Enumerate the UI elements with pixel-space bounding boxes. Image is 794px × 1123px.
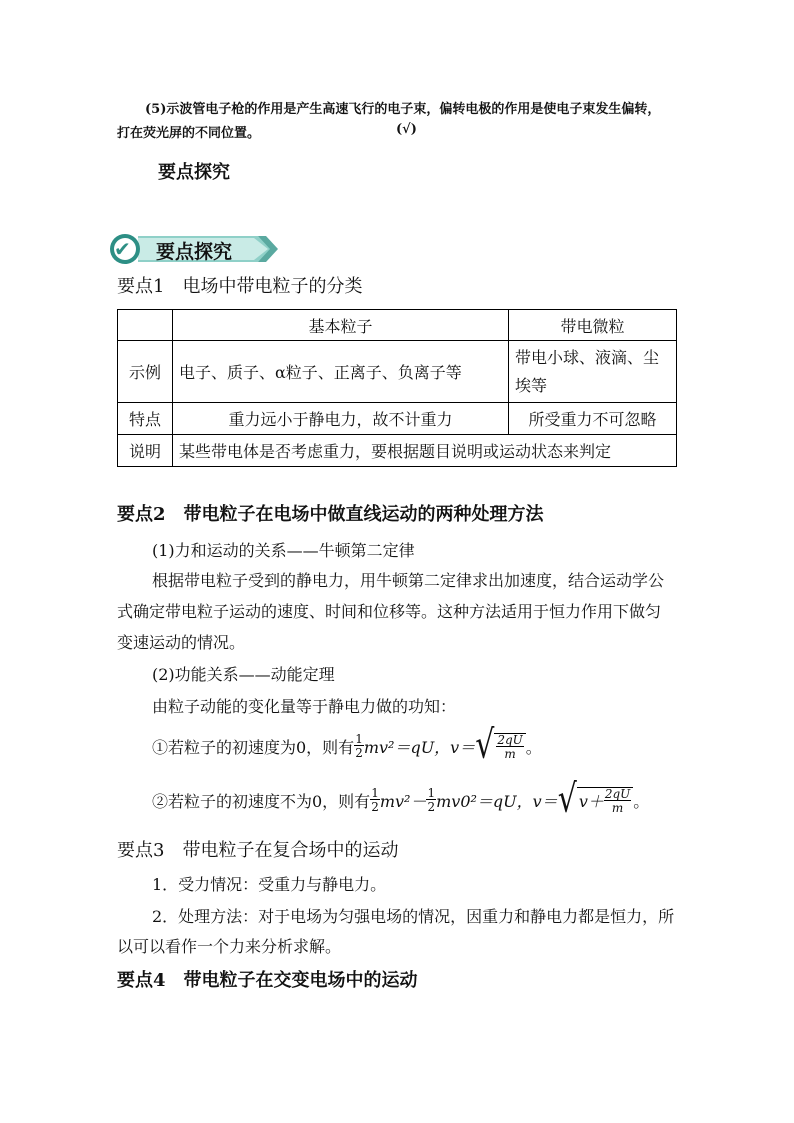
radical-icon: √ (557, 776, 577, 823)
formula-1-prefix: ①若粒子的初速度为0，则有 (152, 737, 355, 757)
p2-para1-line1: 根据带电粒子受到的静电力，用牛顿第二定律求出加速度，结合运动学公 (152, 571, 665, 590)
fraction-numerator: 2qU (497, 732, 523, 747)
table-cell: 示例 (118, 341, 173, 403)
intro-line-1: (5)示波管电子枪的作用是产生高速飞行的电子束，偏转电极的作用是使电子束发生偏转， (145, 102, 661, 117)
table-row (118, 435, 677, 467)
fraction-numerator: 1 (371, 786, 379, 800)
table-cell: 某些带电体是否考虑重力，要根据题目说明或运动状态来判定 (173, 435, 677, 467)
p3-line2a: 2．处理方法：对于电场为匀强电场的情况，因重力和静电力都是恒力，所 (152, 907, 675, 926)
formula-2 (152, 775, 649, 825)
p4-title: 要点4 带电粒子在交变电场中的运动 (117, 970, 418, 991)
formula-1-end: 。 (525, 737, 542, 757)
table-cell: 重力远小于静电力，故不计重力 (173, 403, 509, 435)
formula-2-mid1: mv²－ (379, 791, 427, 811)
table-cell: 电子、质子、α粒子、正离子、负离子等 (173, 341, 509, 403)
table-cell: 特点 (118, 403, 173, 435)
square-root (475, 722, 526, 769)
p2-sub2: (2)功能关系——动能定理 (152, 665, 335, 684)
fraction-denominator: 2 (355, 746, 363, 760)
radicand-term: v＋ (578, 792, 604, 811)
table-header-cell: 带电微粒 (509, 310, 677, 341)
p2-para1-line2: 式确定带电粒子运动的速度、时间和位移等。这种方法适用于恒力作用下做匀 (117, 602, 662, 621)
fraction (426, 787, 436, 813)
formula-2-mid2: mv0²＝qU，v＝ (436, 791, 558, 811)
fraction-numerator: 1 (427, 786, 436, 800)
formula-1 (152, 722, 542, 770)
table-header-cell: 基本粒子 (173, 310, 509, 341)
table-cell: 所受重力不可忽略 (509, 403, 677, 435)
table-cell: 带电小球、液滴、尘埃等 (509, 341, 677, 403)
table-row (118, 341, 677, 403)
p1-title: 要点1 电场中带电粒子的分类 (117, 276, 363, 297)
section-banner (108, 232, 278, 266)
intro-answer: (√) (396, 122, 417, 137)
fraction (354, 733, 364, 759)
table-cell: 说明 (118, 435, 173, 467)
formula-2-end: 。 (633, 791, 650, 811)
intro-line-2: 打在荧光屏的不同位置。 (117, 126, 261, 141)
fraction-denominator: m (611, 800, 624, 815)
p2-para2: 由粒子动能的变化量等于静电力做的功知： (152, 697, 457, 716)
intro-heading: 要点探究 (158, 162, 230, 183)
square-root (557, 776, 634, 823)
p2-sub1: (1)力和运动的关系——牛顿第二定律 (152, 541, 415, 560)
fraction-denominator: 2 (427, 800, 436, 814)
formula-2-prefix: ②若粒子的初速度不为0，则有 (152, 791, 371, 811)
table-row (118, 403, 677, 435)
fraction (370, 787, 380, 813)
p3-title: 要点3 带电粒子在复合场中的运动 (117, 840, 399, 861)
banner-label: 要点探究 (156, 241, 233, 263)
table-cell (118, 310, 173, 341)
radical-icon: √ (475, 722, 495, 769)
fraction-denominator: 2 (371, 800, 379, 814)
p2-para1-line3: 变速运动的情况。 (117, 633, 246, 652)
fraction-denominator: m (504, 746, 516, 761)
fraction (496, 734, 523, 760)
formula-1-mid: mv²＝qU，v＝ (363, 737, 476, 757)
check-icon: ✔ (114, 237, 131, 261)
fraction-numerator: 1 (355, 732, 363, 746)
p2-title: 要点2 带电粒子在电场中做直线运动的两种处理方法 (117, 504, 544, 525)
fraction-numerator: 2qU (604, 786, 631, 801)
p3-line2b: 以可以看作一个力来分析求解。 (117, 937, 342, 956)
fraction (604, 788, 631, 814)
p3-line1: 1．受力情况：受重力与静电力。 (152, 875, 387, 894)
table-header-row (118, 310, 677, 341)
classification-table (117, 309, 677, 467)
